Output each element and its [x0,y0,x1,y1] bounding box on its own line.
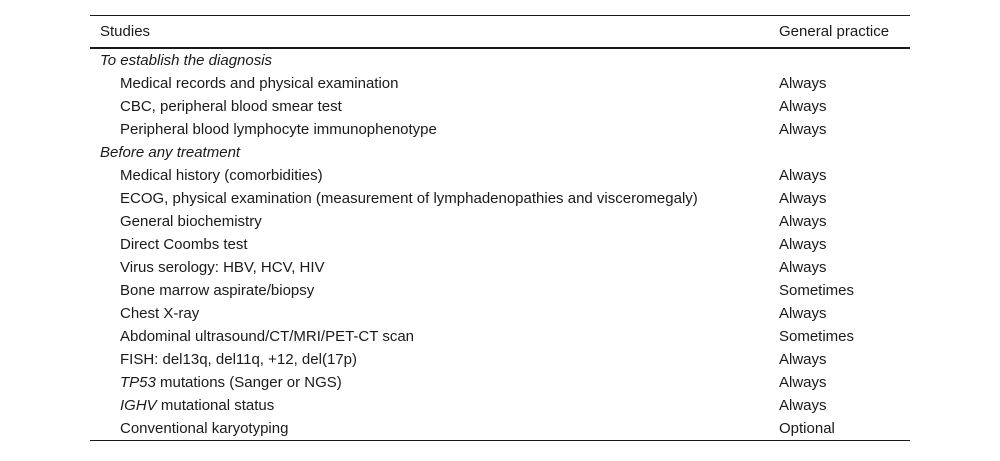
table-row [90,394,910,417]
table-bottom-rule [90,440,910,441]
practice-cell: Always [779,374,827,391]
table-row [90,348,910,371]
study-cell: Bone marrow aspirate/biopsy [120,282,315,299]
table-header-row [90,16,910,47]
header-studies: Studies [100,23,151,40]
table-body [90,49,910,440]
table-row [90,325,910,348]
section-title: To establish the diagnosis [100,52,273,69]
practice-cell: Always [779,121,827,138]
table-row [90,164,910,187]
table-row [90,371,910,394]
practice-cell: Always [779,98,827,115]
practice-cell: Always [779,75,827,92]
study-cell: Abdominal ultrasound/CT/MRI/PET-CT scan [120,328,415,345]
table-row [90,118,910,141]
study-cell: Medical history (comorbidities) [120,167,323,184]
practice-cell: Sometimes [779,328,855,345]
study-cell: FISH: del13q, del11q, +12, del(17p) [120,351,357,368]
study-cell: Virus serology: HBV, HCV, HIV [120,259,325,276]
study-text: mutational status [156,397,275,414]
table-row [90,233,910,256]
study-cell: ECOG, physical examination (measurement of lymphadenopathies and visceromegaly) [120,190,698,207]
section-title: Before any treatment [100,144,241,161]
section-header-row [90,141,910,164]
study-text: mutations (Sanger or NGS) [155,374,342,391]
gene-name: TP53 [120,374,156,391]
header-general-practice: General practice [779,23,890,40]
study-cell: Conventional karyotyping [120,420,289,437]
practice-cell: Always [779,236,827,253]
practice-cell: Sometimes [779,282,855,299]
table-row [90,279,910,302]
section-header-row [90,49,910,72]
gene-name: IGHV [120,397,157,414]
practice-cell: Always [779,397,827,414]
table-row [90,417,910,440]
studies-table [90,15,910,441]
study-cell: Medical records and physical examination [120,75,399,92]
table-row [90,95,910,118]
practice-cell: Always [779,213,827,230]
table-row [90,72,910,95]
table-row [90,302,910,325]
practice-cell: Always [779,190,827,207]
practice-cell: Always [779,305,827,322]
table-row [90,210,910,233]
study-cell [120,371,342,394]
study-cell: Chest X-ray [120,305,200,322]
practice-cell: Optional [779,420,835,437]
study-cell [120,394,274,417]
table-row [90,256,910,279]
practice-cell: Always [779,351,827,368]
practice-cell: Always [779,259,827,276]
study-cell: Peripheral blood lymphocyte immunophenotype [120,121,437,138]
study-cell: General biochemistry [120,213,262,230]
practice-cell: Always [779,167,827,184]
study-cell: CBC, peripheral blood smear test [120,98,342,115]
study-cell: Direct Coombs test [120,236,248,253]
table-row [90,187,910,210]
